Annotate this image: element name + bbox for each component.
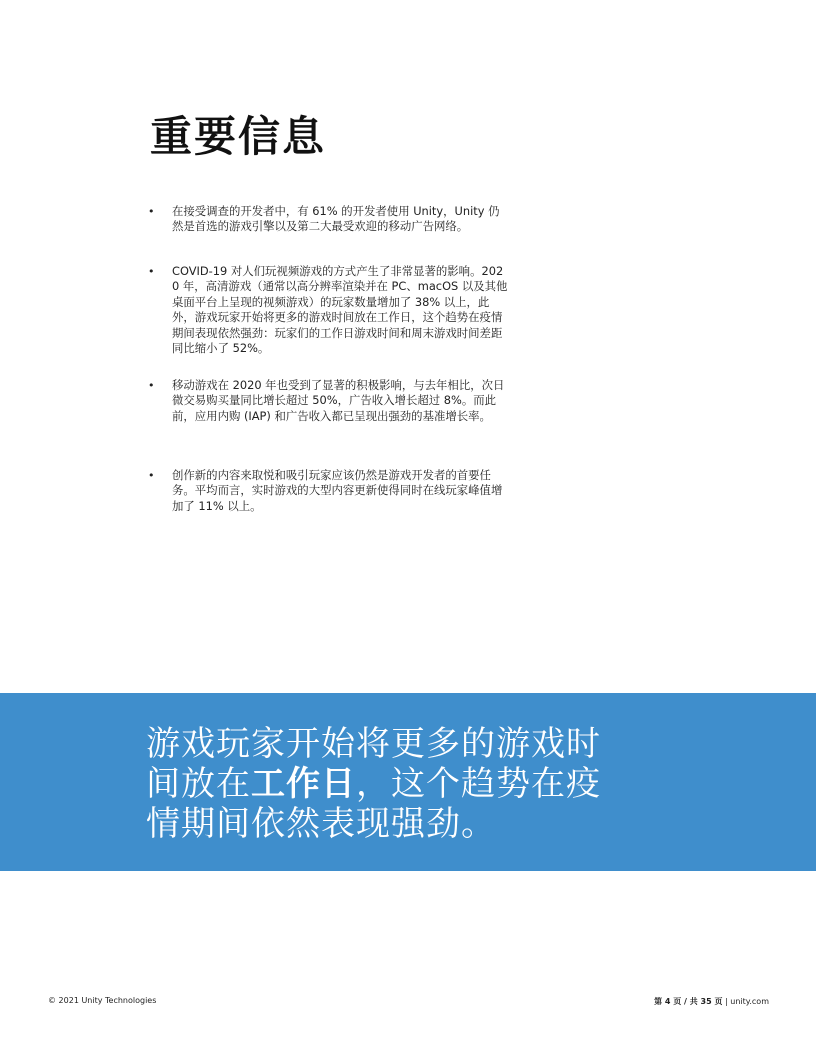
page-number: 第 4 页 / 共 35 页 xyxy=(654,997,723,1006)
bullet-icon: • xyxy=(148,205,155,218)
bullet-text: COVID-19 对人们玩视频游戏的方式产生了非常显著的影响。2020 年，高清游戏（通常以高分辨率渲染并在 PC、macOS 以及其他桌面平台上呈现的视频游戏）的玩家数量增加了 38% 以上，此外，游戏玩家开始将更多的游戏时间放在工作日，这个趋势在疫情期间表现依然强劲：玩家们的工作日游戏时间和周末游戏时间差距同比缩小了 52%。 xyxy=(172,264,508,356)
page-title: 重要信息 xyxy=(150,112,327,161)
banner-text-part2: ，这个趋势在疫情期间依然表现强劲。 xyxy=(146,764,601,844)
footer-site-link[interactable]: unity.com xyxy=(730,997,769,1006)
bullet-icon: • xyxy=(148,265,155,278)
bullet-icon: • xyxy=(148,379,155,392)
footer-page-info xyxy=(654,996,769,1007)
bullet-text: 创作新的内容来取悦和吸引玩家应该仍然是游戏开发者的首要任务。平均而言，实时游戏的大型内容更新使得同时在线玩家峰值增加了 11% 以上。 xyxy=(172,468,503,513)
banner-text-bold: 工作日 xyxy=(251,764,356,804)
bullet-text: 移动游戏在 2020 年也受到了显著的积极影响，与去年相比，次日微交易购买量同比增长超过 50%，广告收入增长超过 8%。而此前，应用内购 (IAP) 和广告收入都已呈现出强劲的基准增长率。 xyxy=(172,378,505,423)
bullet-icon: • xyxy=(148,469,155,482)
bullet-text: 在接受调查的开发者中，有 61% 的开发者使用 Unity，Unity 仍然是首选的游戏引擎以及第二大最受欢迎的移动广告网络。 xyxy=(172,204,500,234)
banner-quote xyxy=(146,724,626,844)
banner-text-part1: 游戏玩家开始将更多的游戏时间放在 xyxy=(146,724,601,804)
footer-separator: | xyxy=(722,997,731,1006)
footer-copyright: © 2021 Unity Technologies xyxy=(48,996,157,1005)
